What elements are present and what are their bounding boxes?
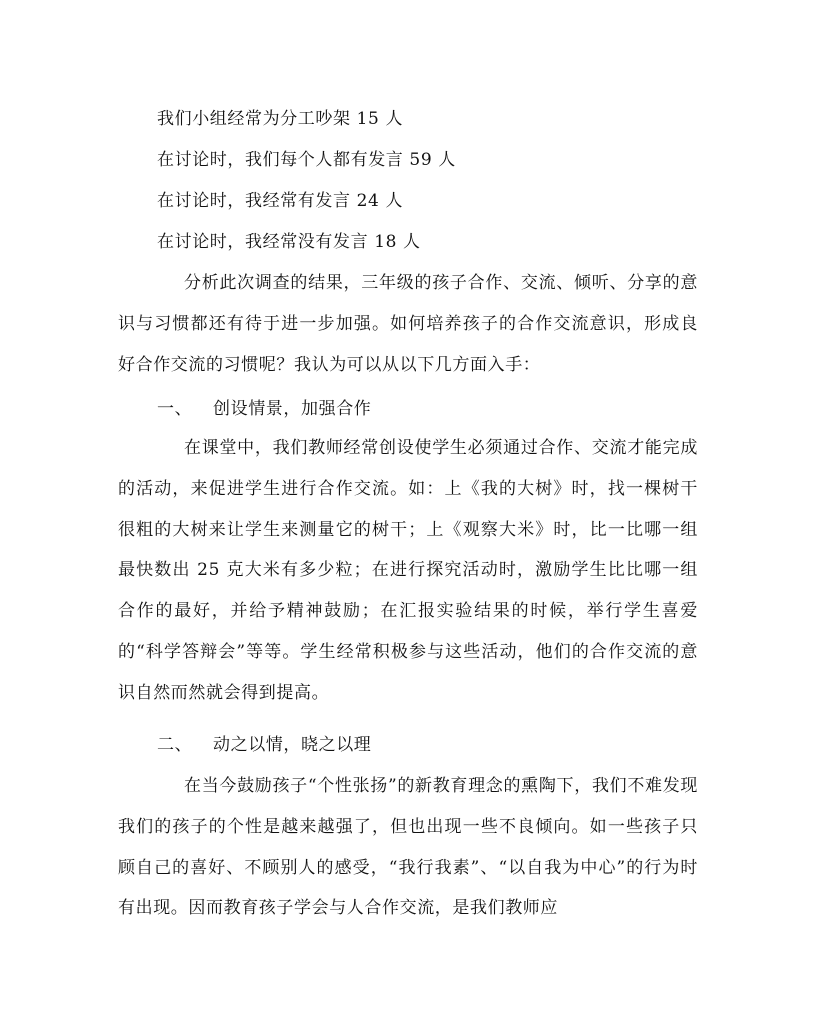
- survey-line-2: 在讨论时，我们每个人都有发言 59 人: [157, 150, 456, 170]
- survey-line-1: 我们小组经常为分工吵架 15 人: [157, 109, 404, 129]
- section-heading-2: [157, 734, 371, 756]
- analysis-paragraph: 分析此次调查的结果，三年级的孩子合作、交流、倾听、分享的意识与习惯都还有待于进一步加强。如何培养孩子的合作交流意识，形成良好合作交流的习惯呢？我认为可以从以下几方面入手：: [118, 273, 698, 375]
- section-title-1: 创设情景，加强合作: [213, 399, 372, 419]
- section-heading-1: [157, 398, 371, 420]
- survey-line-4: 在讨论时，我经常没有发言 18 人: [157, 232, 421, 252]
- section-number-1: 一、: [157, 399, 193, 419]
- section-number-2: 二、: [157, 735, 193, 755]
- section2-paragraph: 在当今鼓励孩子“个性张扬”的新教育理念的熏陶下，我们不难发现我们的孩子的个性是越来越强了，但也出现一些不良倾向。如一些孩子只顾自己的喜好、不顾别人的感受，“我行我素”、“以自我为中心”的行为时有出现。因而教育孩子学会与人合作交流，是我们教师应: [118, 776, 698, 919]
- section-title-2: 动之以情，晓之以理: [213, 735, 372, 755]
- survey-line-3: 在讨论时，我经常有发言 24 人: [157, 191, 404, 211]
- section1-paragraph: 在课堂中，我们教师经常创设使学生必须通过合作、交流才能完成的活动，来促进学生进行合作交流。如：上《我的大树》时，找一棵树干很粗的大树来让学生来测量它的树干；上《观察大米》时，比一比哪一组最快数出 25 克大米有多少粒；在进行探究活动时，激励学生比比哪一组合作的最好，并给予精神鼓励；在汇报实验结果的时候，举行学生喜爱的“科学答辩会”等等。学生经常积极参与这些活动，他们的合作交流的意识自然而然就会得到提高。: [118, 438, 698, 703]
